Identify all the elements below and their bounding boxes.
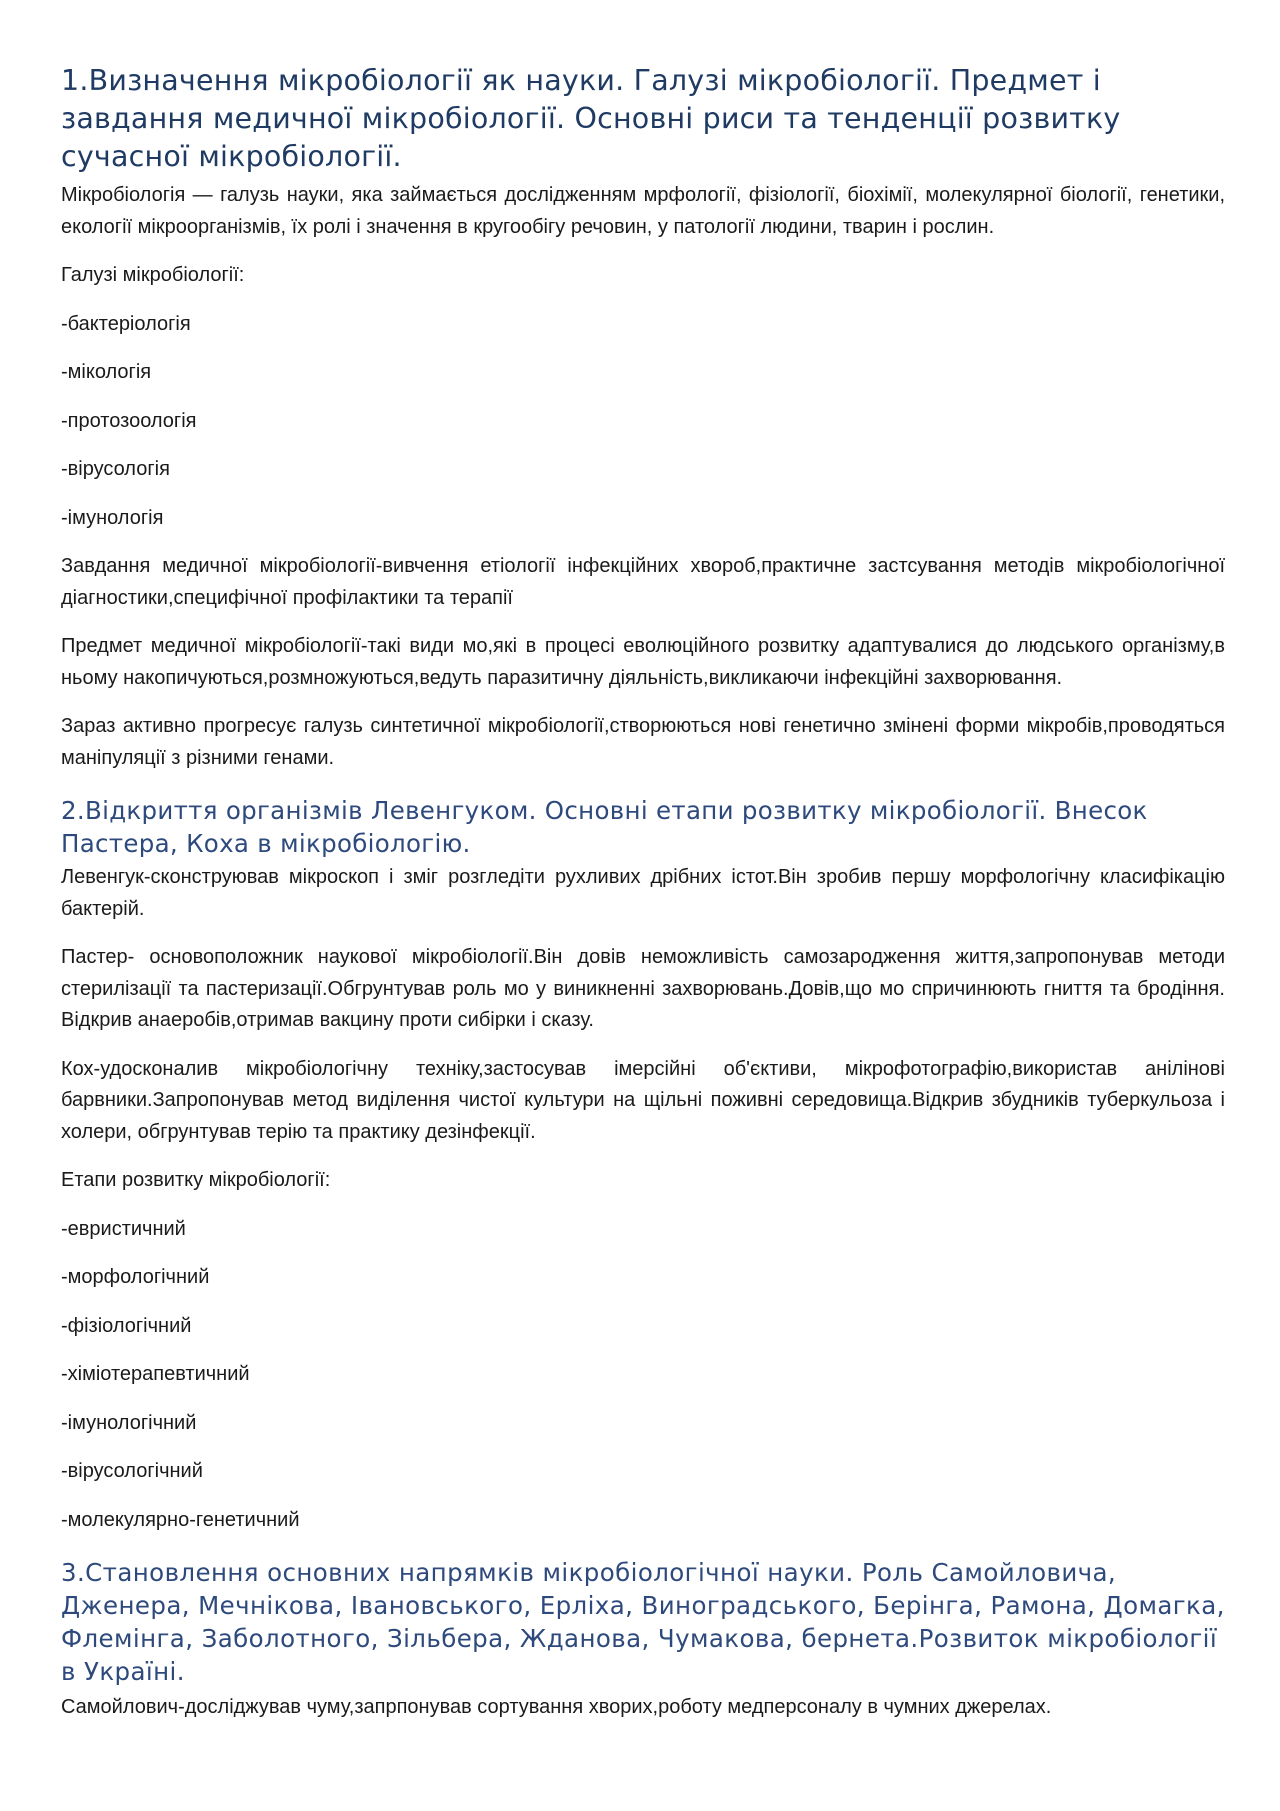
stages-title: Етапи розвитку мікробіології:	[61, 1169, 331, 1191]
stage-list-item: -евристичний	[61, 1217, 186, 1240]
medical-microbiology-subject: Предмет медичної мікробіології-такі види мо,які в процесі еволюційного розвитку адаптувалися до людського організму,в ньому накопичуються,розмножуються,ведуть паразитичну діяльність,викликаючи інфекційні захворювання.	[61, 635, 1225, 689]
branch-list-item: -вірусологія	[61, 458, 170, 480]
section-3-heading: 3.Становлення основних напрямків мікробіологічної науки. Роль Самойловича, Дженера, Мечнікова, Івановського, Ерліха, Виноградського, Берінга, Рамона, Домагка, Флемінга, Заболотного, Зільбера, Жданова, Чумакова, бернета.Розвиток мікробіології в Україні.	[61, 1558, 1225, 1686]
stage-list-item: -вірусологічний	[61, 1460, 203, 1482]
stage-list-item: -хіміотерапевтичний	[61, 1363, 250, 1385]
stage-list-item: -морфологічний	[61, 1266, 210, 1288]
samoilovych-paragraph: Самойлович-досліджував чуму,запрпонував сортування хворих,роботу медперсоналу в чумних джерелах.	[61, 1696, 1052, 1718]
document-page	[61, 62, 1225, 1741]
microbiology-definition: Мікробіологія — галузь науки, яка займається дослідженням мрфології, фізіології, біохімії, молекулярної біології, генетики, екології мікроорганізмів, їх ролі і значення в кругообігу речовин, у патології людини, тварин і рослин.	[61, 184, 1225, 238]
branch-list-item: -мікологія	[61, 361, 152, 383]
stage-list-item: -молекулярно-генетичний	[61, 1508, 300, 1531]
leeuwenhoek-paragraph: Левенгук-сконструював мікроскоп і зміг розгледіти рухливих дрібних істот.Він зробив першу морфологічну класифікацію бактерій.	[61, 866, 1225, 920]
pasteur-paragraph: Пастер- основоположник наукової мікробіології.Він довів неможливість самозародження життя,запропонував методи стерилізації та пастеризації.Обгрунтував роль мо у виникненні захворювань.Довів,що мо спричинюють гниття та бродіння. Відкрив анаеробів,отримав вакцину проти сибірки і сказу.	[61, 946, 1225, 1031]
branch-list-item: -бактеріологія	[61, 312, 191, 335]
branches-title: Галузі мікробіології:	[61, 264, 245, 286]
stage-list-item: -імунологічний	[61, 1411, 197, 1434]
stage-list-item: -фізіологічний	[61, 1314, 192, 1337]
microbiology-trends: Зараз активно прогресує галузь синтетичної мікробіології,створюються нові генетично змінені форми мікробів,проводяться маніпуляції з різними генами.	[61, 715, 1225, 769]
section-2-heading: 2.Відкриття організмів Левенгуком. Основні етапи розвитку мікробіології. Внесок Пастера, Коха в мікробіологію.	[61, 796, 1148, 858]
branch-list-item: -протозоологія	[61, 409, 197, 432]
medical-microbiology-tasks: Завдання медичної мікробіології-вивчення етіології інфекційних хвороб,практичне застсування методів мікробіологічної діагностики,специфічної профілактики та терапії	[61, 555, 1225, 609]
koch-paragraph: Кох-удосконалив мікробіологічну техніку,застосував імерсійні об'єктиви, мікрофотографію,використав анілінові барвники.Запропонував метод виділення чистої культури на щільні поживні середовища.Відкрив збудників туберкульоза і холери, обгрунтував терію та практику дезінфекції.	[61, 1057, 1225, 1143]
branch-list-item: -імунологія	[61, 506, 164, 529]
section-1-heading: 1.Визначення мікробіології як науки. Галузі мікробіології. Предмет і завдання медичної мікробіології. Основні риси та тенденції розвитку сучасної мікробіології.	[61, 64, 1121, 173]
